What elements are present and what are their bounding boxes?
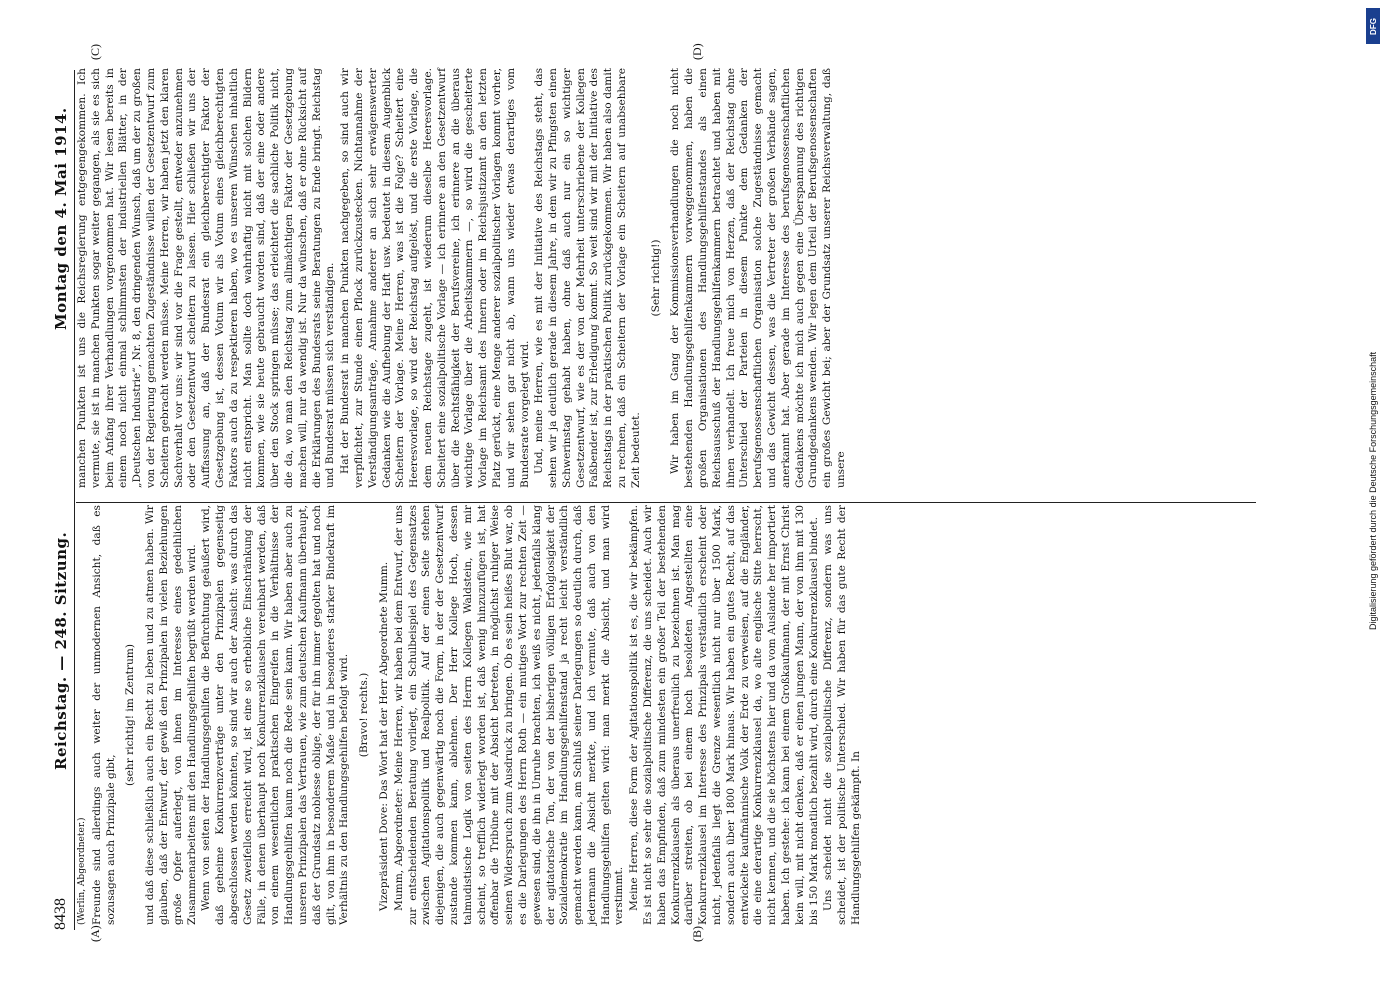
left-column xyxy=(76,505,865,925)
paragraph: Und, meine Herren, wie es mit der Initiative des Reichstags steht, das sehen wir ja deutlich gerade in diesem Jahre, in dem wir zu Pfingsten einen Schwerinstag gehabt haben, ohne daß auch nur ein so wichtiger Gesetzentwurf, wie es der von der Mehrheit unterschriebene der Kollegen Faßbender ist, zur Erledigung kommt. So weit sind wir mit der Initiative des Reichstags in der praktischen Politik zurückgekommen. Wir haben also damit zu rechnen, daß ein Scheitern der Vorlage ein Scheitern auf unabsehbare Zeit bedeutet. xyxy=(533,68,642,488)
margin-letter-c: (C) xyxy=(88,44,102,60)
paragraph: manchen Punkten ist uns die Reichsregierung entgegengekommen. Ich vermute, sie ist in manchen Punkten sogar weiter gegangen, als sie es sich beim Anfang ihrer Verhandlungen vorgenommen hat. Wir lesen bereits in einem noch nicht einmal schlimmsten der industriellen Blätter, in der „Deutschen Industrie“, Nr. 8, den dringenden Wunsch, daß um der zu großen von der Regierung gemachten Zugeständnisse willen der Gesetzentwurf zum Scheitern gebracht werden müsse. Meine Herren, wir haben jetzt den klaren Sachverhalt vor uns: wir sind vor die Frage gestellt, entweder anzunehmen oder den Gesetzentwurf scheitern zu lassen. Hier schließen wir uns der Auffassung an, daß der Bundesrat ein gleichberechtigter Faktor der Gesetzgebung ist, dessen Votum wir als Votum eines gleichberechtigten Faktors auch da zu respektieren haben, wo es unseren Wünschen inhaltlich nicht entspricht. Man sollte doch wahrhaftig nicht mit solchen Bildern kommen, wie sie heute gebraucht worden sind, daß der eine oder andere über den Stock springen müsse; das erleichtert die sachliche Politik nicht, die da, wo man den Reichstag zum allmächtigen Faktor der Gesetzgebung machen will, nur da wendig ist. Nur da wünschen, daß er ohne Rücksicht auf die Erklärungen des Bundesrats seine Beratungen zu Ende bringt. Reichstag und Bundesrat müssen sich verständigen. xyxy=(76,68,337,488)
margin-letter-a: (A) xyxy=(88,925,102,942)
digitization-credit: Digitalisierung gefördert durch die Deutsche Forschungsgemeinschaft xyxy=(1368,351,1378,630)
paragraph: und daß diese schließlich auch ein Recht zu leben und zu atmen haben. Wir glauben, daß der Entwurf, der gewiß den Prinzipalen in vielen Beziehungen große Opfer auferlegt, von ihnen im Interesse eines gedeihlichen Zusammenarbeitens mit den Handlungsgehilfen begrüßt werden wird. xyxy=(144,505,198,925)
page-header xyxy=(50,70,75,930)
dfg-logo: DFG xyxy=(1366,8,1380,44)
margin-letter-b: (B) xyxy=(690,926,704,942)
paragraph: (Bravo! rechts.) xyxy=(358,672,371,758)
margin-letter-d: (D) xyxy=(690,43,704,60)
running-title: Reichstag. — 248. Sitzung. xyxy=(52,531,70,770)
column-divider xyxy=(76,502,1256,503)
running-date: Montag den 4. Mai 1914. xyxy=(52,107,70,330)
paragraph: (Sehr richtig!) xyxy=(649,239,662,317)
paragraph: Wenn von seiten der Handlungsgehilfen die Befürchtung geäußert wird, daß geheime Konkurrenzverträge unter den Prinzipalen gegenseitig abgeschlossen werden könnten, so sind wir auch der Ansicht: was durch das Gesetz zweifellos erreicht wird, ist eine so erhebliche Einschränkung der Fälle, in denen überhaupt noch Konkurrenzklauseln vereinbart werden, daß von einem wesentlichen praktischen Eingreifen in die Verhältnisse der Handlungsgehilfen kaum noch die Rede sein kann. Wir haben aber auch zu unseren Prinzipalen das Vertrauen, wie zum deutschen Kaufmann überhaupt, daß der Grundsatz noblesse oblige, der für ihn immer gegolten hat und noch gilt, von ihm in besonderem Maße und in besonderes starker Bindekraft im Verhältnis zu den Handlungsgehilfen befolgt wird. xyxy=(200,505,351,925)
paragraph: (sehr richtig! im Zentrum) xyxy=(124,644,137,786)
page-number: 8438 xyxy=(52,898,69,930)
paragraph: Uns scheidet nicht die sozialpolitische Differenz, sondern was uns scheidet, ist der politische Unterschied. Wir haben für das gute Recht der Handlungsgehilfen gekämpft. In xyxy=(822,505,863,925)
paragraph: Freunde sind allerdings auch weiter der unmodernen Ansicht, daß es sozusagen auch Prinzipale gibt, xyxy=(90,505,117,925)
right-column xyxy=(76,68,850,488)
paragraph: Hat der Bundesrat in manchen Punkten nachgegeben, so sind auch wir verpflichtet, zur Stunde einen Pflock zurückzustecken. Nichtannahme der Verständigungsanträge, Annahme anderer an sich sehr erwägenswerter Gedanken wie die Aufhebung der Haft usw. bedeutet in diesem Augenblick Scheitern der Vorlage. Meine Herren, was ist die Folge? Scheitert eine Heeresvorlage, so wird der Reichstag aufgelöst, und die erste Vorlage, die dem neuen Reichstage zugeht, ist wiederum dieselbe Heeresvorlage. Scheitert eine sozialpolitische Vorlage — ich erinnere an den Gesetzentwurf über die Rechtsfähigkeit der Berufsvereine, ich erinnere an die überaus wichtige Vorlage über die Arbeitskammern —, so wird die gescheiterte Vorlage im Reichsamt des Innern oder im Reichsjustizamt an den letzten Platz gerückt, eine Menge anderer sozialpolitischer Vorlagen kommt vorher, und wir sehen gar nicht ab, wann uns wieder etwas derartiges vom Bundesrate vorgelegt wird. xyxy=(339,68,531,488)
paragraph: (Werlin, Abgeordneter.) xyxy=(77,817,87,925)
paragraph: Wir haben im Gang der Kommissionsverhandlungen die noch nicht bestehenden Handlungsgehilfenkammern vorweggenommen, haben die großen Organisationen des Handlungsgehilfenstandes als einen Reichsausschuß der Handlungsgehilfenkammern betrachtet und haben mit ihnen verhandelt. Ich freue mich von Herzen, daß der Reichstag ohne Unterschied der Parteien in diesem Punkte dem Gedanken der berufsgenossenschaftlichen Organisation solche Zugeständnisse gemacht und das Gewicht dessen, was die Vertreter der großen Verbände sagen, anerkannt hat. Aber gerade im Interesse des berufsgenossenschaftlichen Gedankens möchte ich mich auch gegen eine Überspannung des richtigen Grundgedankens wenden. Wir legen dem Urteil der Berufsgenossenschaften ein großes Gewicht bei; aber der Grundsatz unserer Reichsverwaltung, daß unsere xyxy=(669,68,848,488)
paragraph: Vizepräsident Dove: Das Wort hat der Herr Abgeordnete Mumm. xyxy=(377,561,390,911)
paragraph: Meine Herren, diese Form der Agitationspolitik ist es, die wir bekämpfen. Es ist nicht so sehr die sozialpolitische Differenz, die uns scheidet. Auch wir haben das Empfinden, daß zum mindesten ein großer Teil der bestehenden Konkurrenzklauseln als überaus unerfreulich zu bezeichnen ist. Man mag darüber streiten, ob bei einem hoch besoldeten Angestellten eine Konkurrenzklausel im Interesse des Prinzipals verständlich erscheint oder nicht, jedenfalls liegt die Grenze wesentlich nicht nur über 1500 Mark, sondern auch über 1800 Mark hinaus. Wir haben ein gutes Recht, auf das entwickelte kaufmännische Volk der Erde zu verweisen, auf die Engländer, die eine derartige Konkurrenzklausel da, wo alte englische Sitte herrscht, nicht kennen, und die sie höchstens hier und da vom Auslande her importiert haben. Ich gestehe: ich kann bei einem Großkaufmann, der mit Ernst Christ kein will, mit nicht denken, daß er einen jungen Mann, der von ihm mit 130 bis 150 Mark monatlich bezahlt wird, durch eine Konkurrenzklausel bindet. xyxy=(628,505,820,925)
paragraph: Mumm, Abgeordneter: Meine Herren, wir haben bei dem Entwurf, der uns zur entscheidenden Beratung vorliegt, ein Schulbeispiel des Gegensatzes zwischen Agitationspolitik und Realpolitik. Auf der einen Seite stehen diejenigen, die auch gegenwärtig noch die Form, in der der Gesetzentwurf zustande kommen kann, ablehnen. Der Herr Kollege Hoch, dessen talmudistische Logik von seiten des Herrn Kollegen Waldstein, wie mir scheint, so trefflich widerlegt worden ist, daß wenig hinzuzufügen ist, hat offenbar die Tribüne mit der Absicht betreten, in möglichst ruhiger Weise seinen Widerspruch zum Ausdruck zu bringen. Ob es sein heißes Blut war, ob es die Darlegungen des Herrn Roth — ein mutiges Wort zur rechten Zeit — gewesen sind, die ihn in Unruhe brachten, ich weiß es nicht, jedenfalls klang der agitatorische Ton, der von der bisherigen völligen Erfolglosigkeit der Sozialdemokratie im Handlungsgehilfenstand ja recht leicht verständlich gemacht werden kann, am Schluß seiner Darlegungen so deutlich durch, daß jedermann die Absicht merkte, und ich vermute, daß auch von den Handlungsgehilfen gelten wird: man merkt die Absicht, und man wird verstimmt. xyxy=(392,505,626,925)
